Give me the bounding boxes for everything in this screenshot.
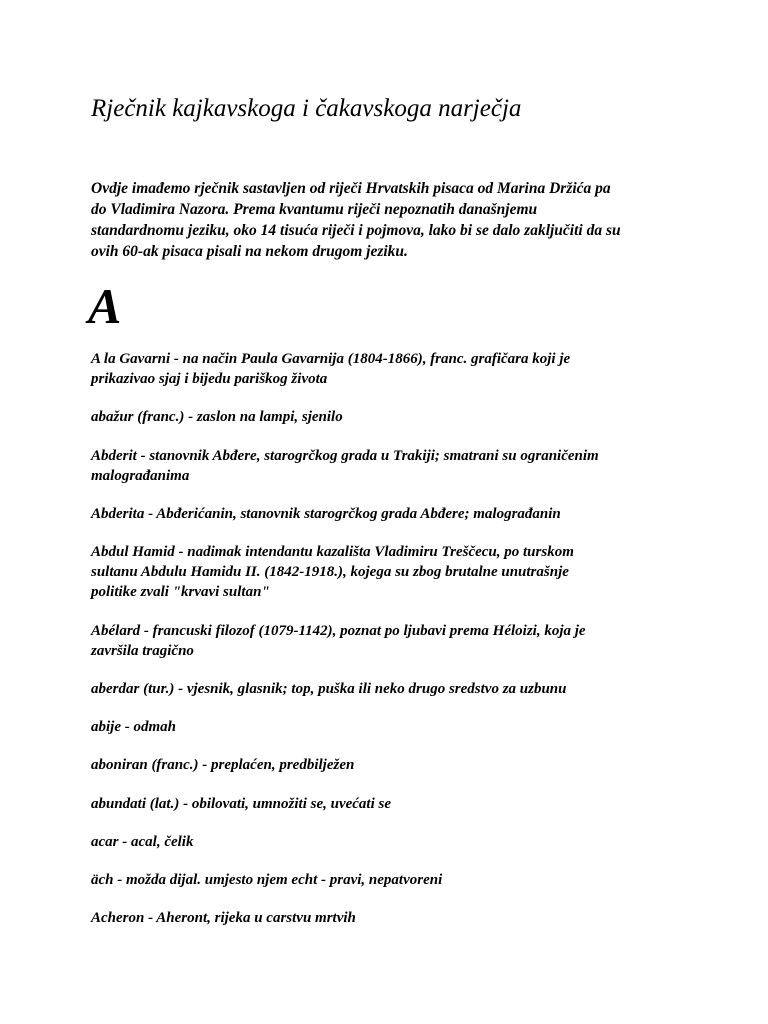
intro-line: ovih 60-ak pisaca pisali na nekom drugom jeziku. [91,243,408,260]
entry-line: acar - acal, čelik [91,834,194,850]
entry-line: Acheron - Aheront, rijeka u carstvu mrtvih [91,910,356,926]
dictionary-entry [91,349,711,389]
entry-line: završila tragično [91,643,194,659]
entry-line: abažur (franc.) - zaslon na lampi, sjenilo [91,409,343,425]
dictionary-entry [91,832,711,852]
dictionary-entry [91,908,711,928]
entry-line: abije - odmah [91,719,176,735]
document-title: Rječnik kajkavskoga i čakavskoga narječja [91,95,522,122]
entry-line: malograđanima [91,468,190,484]
entry-line: Abderita - Abđerićanin, stanovnik starogrčkog grada Abđere; malograđanin [91,506,561,522]
dictionary-entry [91,542,711,602]
dictionary-entry [91,407,711,427]
dictionary-entry [91,679,711,699]
entry-line: aberdar (tur.) - vjesnik, glasnik; top, puška ili neko drugo sredstvo za uzbunu [91,681,567,697]
entry-line: A la Gavarni - na način Paula Gavarnija (1804-1866), franc. grafičara koji je [91,351,571,367]
intro-paragraph [91,178,691,262]
entry-line: Abélard - francuski filozof (1079-1142), poznat po ljubavi prema Héloizi, koja je [91,623,586,639]
dictionary-entry [91,446,711,486]
entry-line: politike zvali "krvavi sultan" [91,584,270,600]
entry-line: prikazivao sjaj i bijedu pariškog života [91,371,328,387]
section-letter: A [88,278,122,334]
intro-line: Ovdje imađemo rječnik sastavljen od riječi Hrvatskih pisaca od Marina Držića pa [91,180,611,197]
dictionary-entry [91,794,711,814]
entry-line: Abdul Hamid - nadimak intendantu kazališta Vladimiru Treščecu, po turskom [91,544,574,560]
dictionary-entry [91,504,711,524]
intro-line: standardnomu jeziku, oko 14 tisuća riječi i pojmova, lako bi se dalo zaključiti da su [91,222,621,239]
entry-line: Abderit - stanovnik Abđere, starogrčkog grada u Trakiji; smatrani su ograničenim [91,448,599,464]
entry-line: aboniran (franc.) - preplaćen, predbilježen [91,757,355,773]
dictionary-entry [91,621,711,661]
entry-line: abundati (lat.) - obilovati, umnožiti se, uvećati se [91,796,391,812]
dictionary-entry [91,870,711,890]
entry-line: äch - možda dijal. umjesto njem echt - pravi, nepatvoreni [91,872,443,888]
dictionary-entry [91,717,711,737]
dictionary-entry [91,755,711,775]
intro-line: do Vladimira Nazora. Prema kvantumu riječi nepoznatih današnjemu [91,201,538,218]
entry-line: sultanu Abdulu Hamidu II. (1842-1918.), kojega su zbog brutalne unutrašnje [91,564,569,580]
